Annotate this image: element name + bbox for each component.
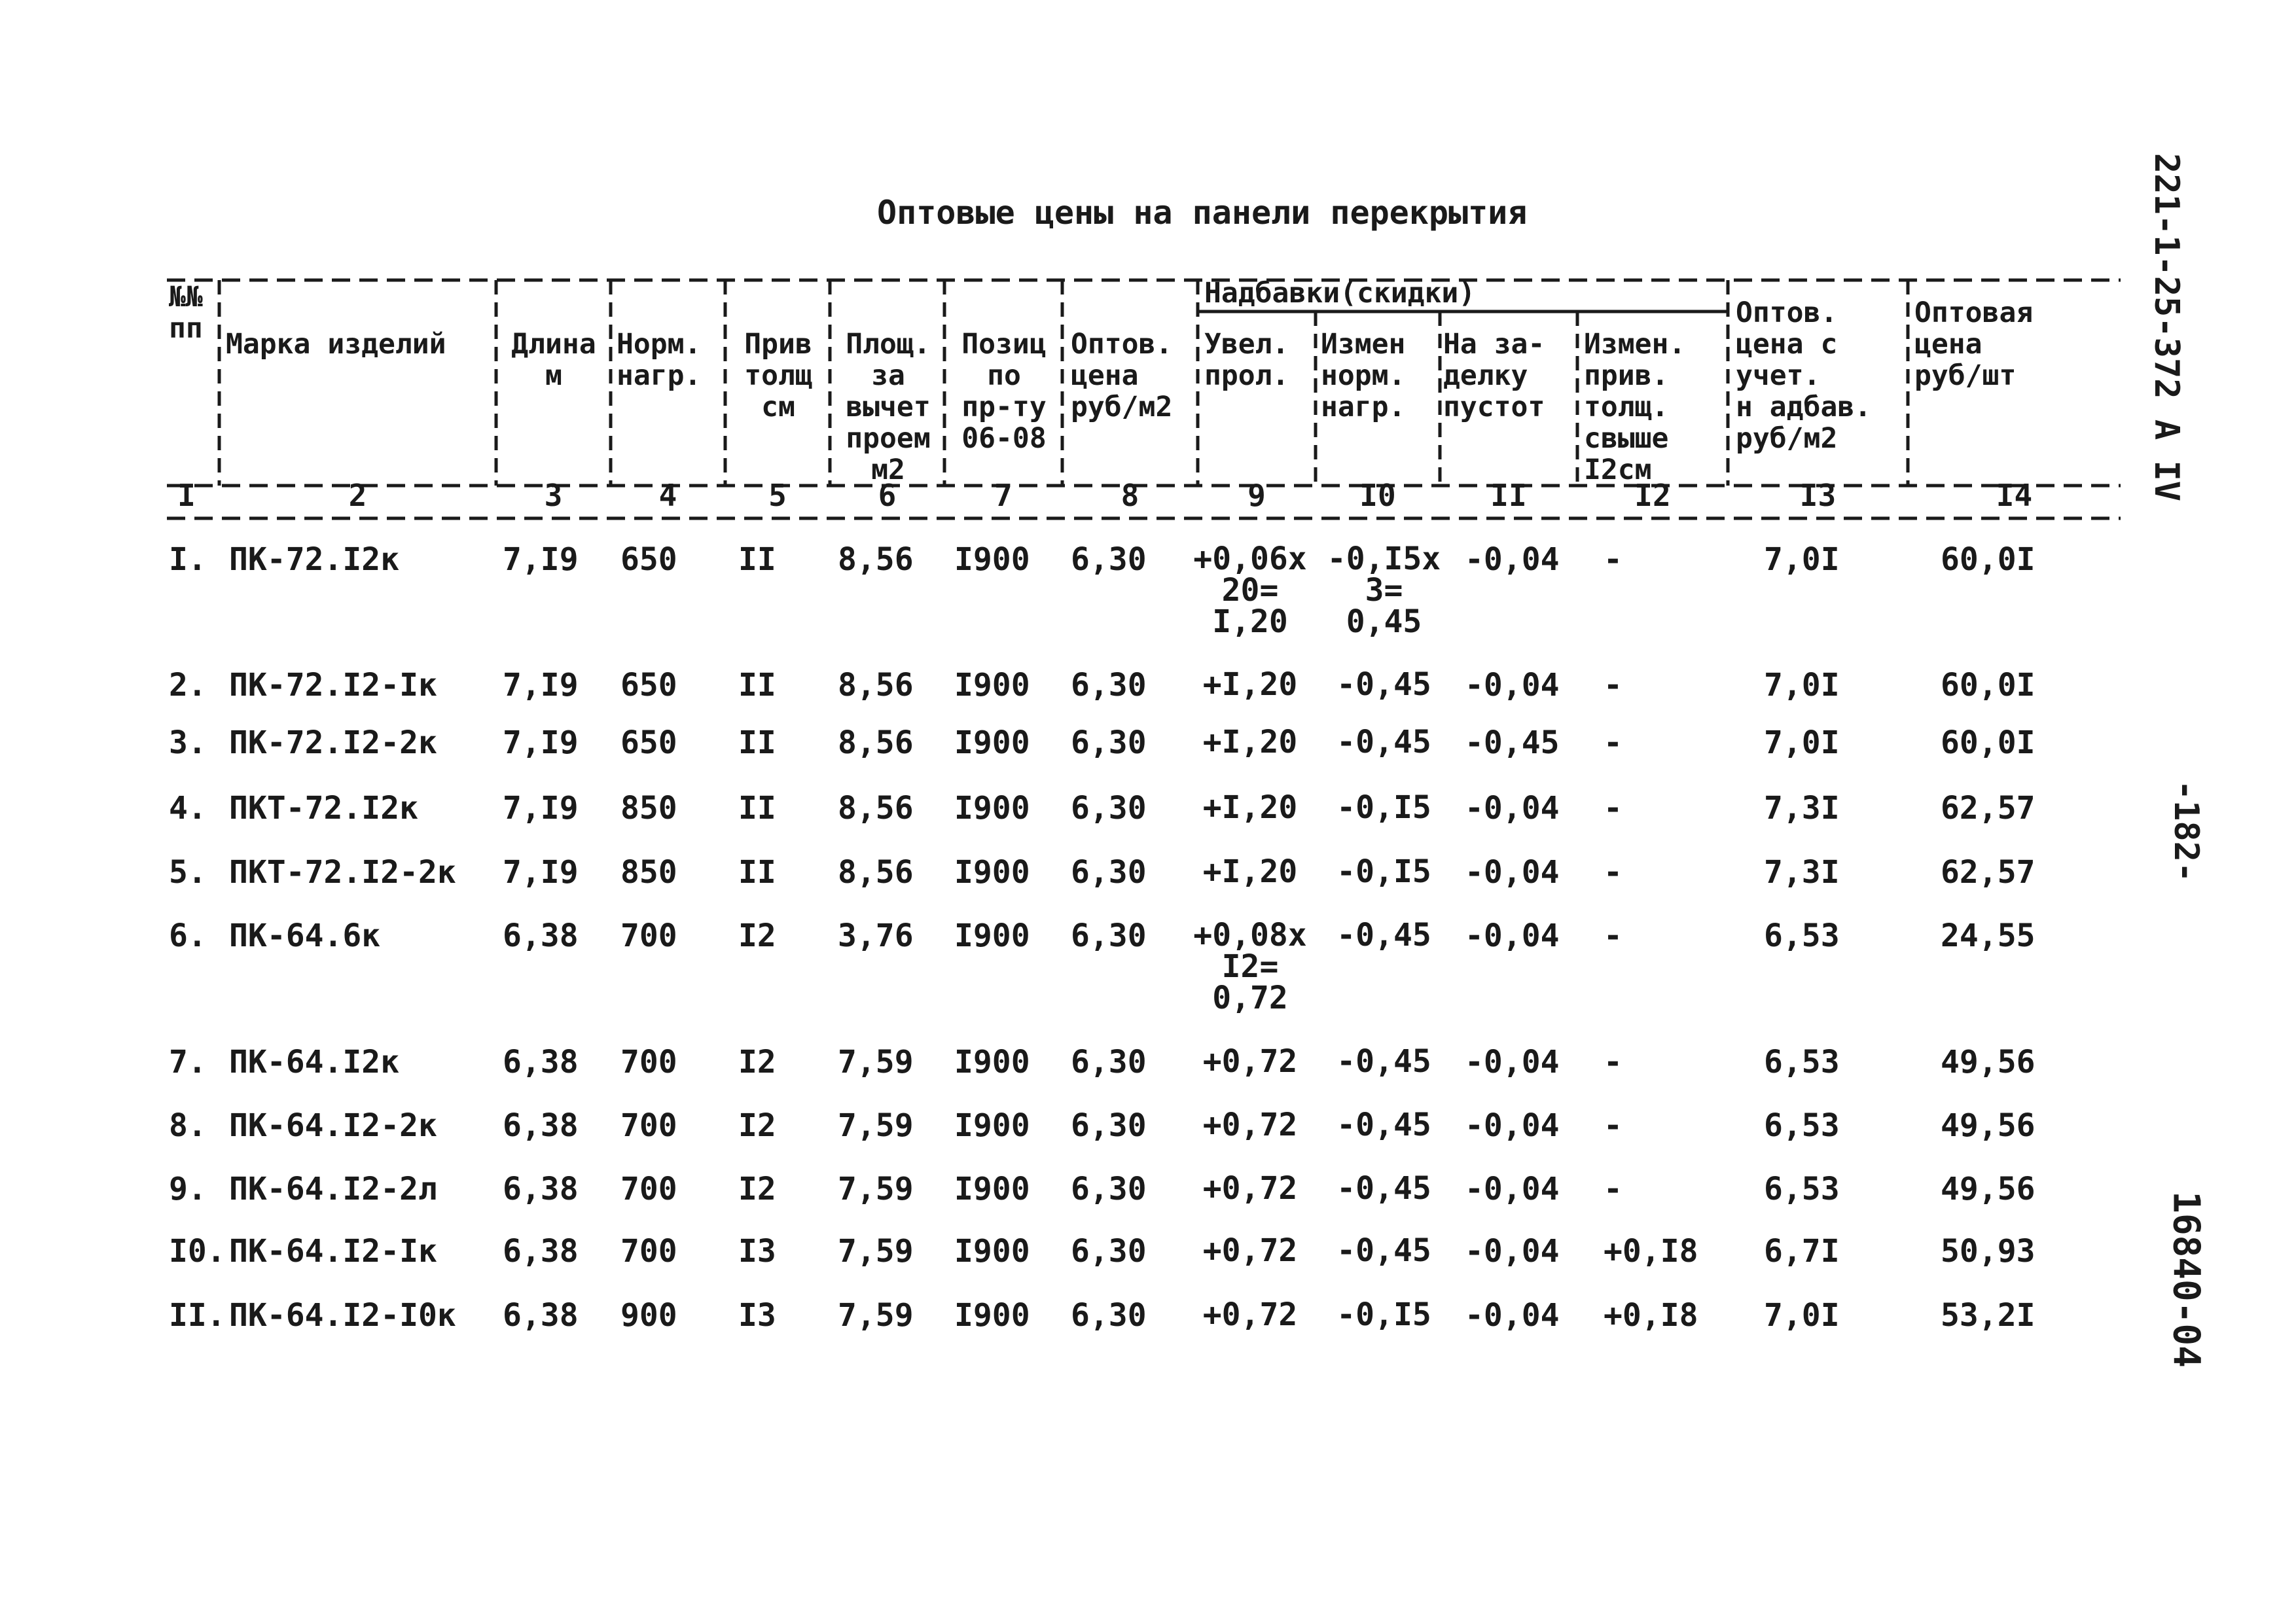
row-load: 900	[620, 1297, 677, 1334]
row-thickness: II	[738, 667, 776, 704]
row-unit-price: 62,57	[1941, 790, 2036, 827]
row-unit-price: 60,0I	[1941, 724, 2036, 761]
row-load-adj: -0,45	[1336, 917, 1431, 954]
row-load: 850	[620, 790, 677, 827]
row-load-adj: -0,45	[1336, 1170, 1431, 1207]
row-mark: ПК-64.I2к	[229, 1044, 400, 1080]
row-mark: ПК-72.I2к	[229, 541, 400, 578]
row-mark: ПК-64.I2-Iк	[229, 1233, 437, 1270]
row-thickness: I3	[738, 1297, 776, 1334]
row-price: 6,30	[1071, 918, 1147, 954]
row-span-adj: +0,72	[1202, 1296, 1298, 1333]
header-norm-load: Измен норм. нагр.	[1321, 329, 1406, 423]
row-thick-adj: -	[1604, 790, 1623, 827]
row-price: 6,30	[1071, 724, 1147, 761]
colnum: 8	[1121, 478, 1139, 513]
row-number: 9.	[169, 1171, 207, 1207]
header-price-adj: Оптов. цена с учет. н адбав. руб/м2	[1736, 297, 1872, 454]
row-load-adj: -0,45	[1336, 724, 1431, 760]
row-load: 700	[620, 918, 677, 954]
colnum: 7	[994, 478, 1013, 513]
row-load: 850	[620, 854, 677, 891]
row-price: 6,30	[1071, 1297, 1147, 1334]
row-thickness: I2	[738, 1044, 776, 1080]
row-voids-adj: -0,04	[1465, 1107, 1560, 1144]
row-length: 6,38	[503, 1171, 579, 1207]
row-price-adj: 6,53	[1764, 918, 1840, 954]
row-voids-adj: -0,04	[1465, 1297, 1560, 1334]
row-price-adj: 6,53	[1764, 1171, 1840, 1207]
row-thick-adj: +0,I8	[1604, 1297, 1698, 1334]
row-number: 6.	[169, 918, 207, 954]
colnum: II	[1490, 478, 1527, 513]
row-number: 8.	[169, 1107, 207, 1144]
row-price: 6,30	[1071, 854, 1147, 891]
row-area: 7,59	[838, 1171, 914, 1207]
row-thick-adj: +0,I8	[1604, 1233, 1698, 1270]
row-position: I900	[954, 1107, 1030, 1144]
row-thick-adj: -	[1604, 667, 1623, 704]
row-price-adj: 7,3I	[1764, 790, 1840, 827]
row-unit-price: 62,57	[1941, 854, 2036, 891]
row-thick-adj: -	[1604, 854, 1623, 891]
row-area: 7,59	[838, 1233, 914, 1270]
row-voids-adj: -0,04	[1465, 1044, 1560, 1080]
row-voids-adj: -0,04	[1465, 918, 1560, 954]
row-thickness: I2	[738, 918, 776, 954]
row-mark: ПКТ-72.I2-2к	[229, 854, 456, 891]
row-voids-adj: -0,04	[1465, 854, 1560, 891]
row-price: 6,30	[1071, 1233, 1147, 1270]
row-position: I900	[954, 724, 1030, 761]
row-length: 7,I9	[503, 541, 579, 578]
row-load: 700	[620, 1171, 677, 1207]
row-price: 6,30	[1071, 1171, 1147, 1207]
row-thickness: II	[738, 724, 776, 761]
row-price: 6,30	[1071, 1107, 1147, 1144]
row-length: 6,38	[503, 1297, 579, 1334]
header-span: Увел. прол.	[1204, 329, 1289, 391]
row-price-adj: 6,7I	[1764, 1233, 1840, 1270]
row-position: I900	[954, 541, 1030, 578]
page-title: Оптовые цены на панели перекрытия	[877, 194, 1528, 232]
row-voids-adj: -0,45	[1465, 724, 1560, 761]
row-load-adj: -0,45	[1336, 1232, 1431, 1269]
row-length: 6,38	[503, 1044, 579, 1080]
header-surcharges: Надбавки(скидки)	[1204, 277, 1476, 309]
row-length: 7,I9	[503, 724, 579, 761]
header-area: Площ. за вычет проем м2	[846, 329, 931, 486]
row-load-adj: -0,45	[1336, 1043, 1431, 1080]
colnum: I0	[1359, 478, 1396, 513]
row-load: 700	[620, 1233, 677, 1270]
row-position: I900	[954, 1171, 1030, 1207]
row-unit-price: 24,55	[1941, 918, 2036, 954]
row-thickness: II	[738, 790, 776, 827]
row-load: 700	[620, 1107, 677, 1144]
header-pos: Позиц по пр-ту 06-08	[961, 329, 1047, 454]
row-area: 7,59	[838, 1107, 914, 1144]
colnum: I4	[1996, 478, 2033, 513]
colnum: I	[177, 478, 196, 513]
row-span-adj: +I,20	[1202, 724, 1298, 760]
row-area: 8,56	[838, 854, 914, 891]
row-thick-adj: -	[1604, 1107, 1623, 1144]
row-position: I900	[954, 918, 1030, 954]
row-thickness: II	[738, 541, 776, 578]
row-mark: ПК-64.I2-2к	[229, 1107, 437, 1144]
header-load: Норм. нагр.	[617, 329, 702, 391]
colnum: 3	[544, 478, 563, 513]
row-number: 5.	[169, 854, 207, 891]
page-number: -182-	[2166, 779, 2206, 883]
row-voids-adj: -0,04	[1465, 541, 1560, 578]
row-span-adj: +0,72	[1202, 1170, 1298, 1207]
header-price: Оптов. цена руб/м2	[1071, 329, 1173, 423]
row-area: 8,56	[838, 724, 914, 761]
row-area: 3,76	[838, 918, 914, 954]
row-price-adj: 6,53	[1764, 1044, 1840, 1080]
row-length: 6,38	[503, 1107, 579, 1144]
header-mark: Марка изделий	[226, 329, 446, 360]
row-number: 7.	[169, 1044, 207, 1080]
colnum: I2	[1634, 478, 1671, 513]
row-price: 6,30	[1071, 541, 1147, 578]
row-thick-adj: -	[1604, 1044, 1623, 1080]
row-number: I.	[169, 541, 207, 578]
colnum: 5	[768, 478, 787, 513]
row-unit-price: 60,0I	[1941, 667, 2036, 704]
row-span-adj: +I,20	[1202, 666, 1298, 703]
colnum: 4	[658, 478, 677, 513]
row-span-adj: +0,72	[1202, 1107, 1298, 1143]
row-load: 650	[620, 724, 677, 761]
row-position: I900	[954, 1297, 1030, 1334]
row-span-adj: +I,20	[1202, 789, 1298, 826]
row-position: I900	[954, 1233, 1030, 1270]
row-thickness: I2	[738, 1107, 776, 1144]
header-length: Длина м	[511, 329, 596, 391]
row-price: 6,30	[1071, 1044, 1147, 1080]
row-number: I0.	[169, 1233, 226, 1270]
row-price-adj: 7,0I	[1764, 724, 1840, 761]
row-price-adj: 7,3I	[1764, 854, 1840, 891]
row-load-adj: -0,I5х 3= 0,45	[1327, 541, 1441, 640]
header-unit-price: Оптовая цена руб/шт	[1914, 297, 2034, 391]
row-unit-price: 49,56	[1941, 1044, 2036, 1080]
row-load-adj: -0,45	[1336, 666, 1431, 703]
row-price-adj: 7,0I	[1764, 541, 1840, 578]
inventory-number: 16840-04	[2164, 1191, 2208, 1368]
row-load-adj: -0,I5	[1336, 853, 1431, 890]
row-area: 8,56	[838, 667, 914, 704]
row-mark: ПК-64.6к	[229, 918, 381, 954]
row-price: 6,30	[1071, 790, 1147, 827]
row-position: I900	[954, 854, 1030, 891]
row-price-adj: 7,0I	[1764, 667, 1840, 704]
row-voids-adj: -0,04	[1465, 790, 1560, 827]
row-mark: ПК-64.I2-2л	[229, 1171, 437, 1207]
row-span-adj: +0,72	[1202, 1232, 1298, 1269]
row-price: 6,30	[1071, 667, 1147, 704]
row-number: 4.	[169, 790, 207, 827]
row-span-adj: +0,08х I2= 0,72	[1193, 917, 1307, 1016]
row-position: I900	[954, 790, 1030, 827]
row-voids-adj: -0,04	[1465, 1171, 1560, 1207]
header-voids: На за- делку пустот	[1443, 329, 1545, 423]
row-unit-price: 49,56	[1941, 1171, 2036, 1207]
row-thick-adj: -	[1604, 918, 1623, 954]
row-load-adj: -0,I5	[1336, 789, 1431, 826]
row-mark: ПК-72.I2-Iк	[229, 667, 437, 704]
row-length: 6,38	[503, 918, 579, 954]
row-load: 650	[620, 667, 677, 704]
row-position: I900	[954, 667, 1030, 704]
row-price-adj: 7,0I	[1764, 1297, 1840, 1334]
row-unit-price: 49,56	[1941, 1107, 2036, 1144]
row-number: II.	[169, 1297, 226, 1334]
row-thick-adj: -	[1604, 1171, 1623, 1207]
colnum: 2	[348, 478, 367, 513]
header-thick: Прив толщ см	[744, 329, 812, 423]
row-length: 7,I9	[503, 854, 579, 891]
row-load: 700	[620, 1044, 677, 1080]
row-thickness: I2	[738, 1171, 776, 1207]
row-area: 7,59	[838, 1297, 914, 1334]
row-number: 3.	[169, 724, 207, 761]
row-mark: ПК-72.I2-2к	[229, 724, 437, 761]
colnum: 6	[878, 478, 897, 513]
row-area: 8,56	[838, 541, 914, 578]
row-number: 2.	[169, 667, 207, 704]
colnum: 9	[1247, 478, 1266, 513]
row-span-adj: +0,72	[1202, 1043, 1298, 1080]
row-length: 6,38	[503, 1233, 579, 1270]
row-span-adj: +0,06х 20= I,20	[1193, 541, 1307, 640]
row-load-adj: -0,I5	[1336, 1296, 1431, 1333]
row-price-adj: 6,53	[1764, 1107, 1840, 1144]
row-thickness: II	[738, 854, 776, 891]
row-span-adj: +I,20	[1202, 853, 1298, 890]
row-area: 8,56	[838, 790, 914, 827]
header-nn: №№ пп	[169, 281, 203, 344]
row-length: 7,I9	[503, 667, 579, 704]
row-voids-adj: -0,04	[1465, 1233, 1560, 1270]
row-voids-adj: -0,04	[1465, 667, 1560, 704]
row-thick-adj: -	[1604, 724, 1623, 761]
header-thick-adj: Измен. прив. толщ. свыше I2см	[1584, 329, 1686, 486]
document-code: 221-1-25-372 А IV	[2147, 152, 2186, 502]
row-mark: ПК-64.I2-I0к	[229, 1297, 456, 1334]
row-unit-price: 60,0I	[1941, 541, 2036, 578]
row-unit-price: 50,93	[1941, 1233, 2036, 1270]
row-unit-price: 53,2I	[1941, 1297, 2036, 1334]
row-load-adj: -0,45	[1336, 1107, 1431, 1143]
row-mark: ПКТ-72.I2к	[229, 790, 418, 827]
row-thickness: I3	[738, 1233, 776, 1270]
row-load: 650	[620, 541, 677, 578]
row-thick-adj: -	[1604, 541, 1623, 578]
row-position: I900	[954, 1044, 1030, 1080]
row-length: 7,I9	[503, 790, 579, 827]
colnum: I3	[1799, 478, 1837, 513]
row-area: 7,59	[838, 1044, 914, 1080]
